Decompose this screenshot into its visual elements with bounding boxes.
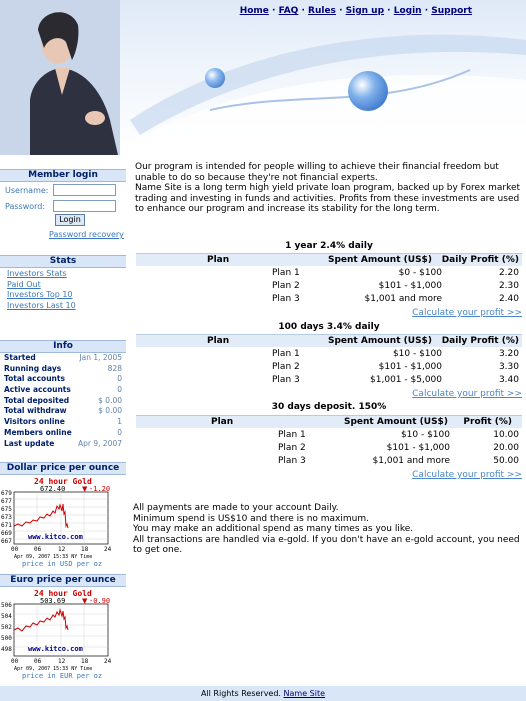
- gold-eur-site: www.kitco.com: [28, 645, 83, 653]
- nav-separator: ·: [387, 6, 391, 16]
- x-tick: 24: [104, 658, 112, 665]
- note-line: You may make an additional spend as many times as you like.: [133, 524, 414, 535]
- gold-usd-price: 672.40: [40, 485, 66, 493]
- plan-profit: 10.00: [493, 430, 519, 440]
- gold-usd-change-arrow-icon: ▼: [82, 485, 88, 493]
- plan-table-header: [136, 253, 522, 266]
- info-label: Started: [4, 353, 36, 362]
- gold-eur-price: 503.69: [40, 597, 66, 605]
- info-row: [0, 428, 126, 439]
- info-row: [0, 385, 126, 396]
- plan-amount: $101 - $1,000: [378, 281, 442, 291]
- table-row: [136, 429, 522, 442]
- x-tick: 18: [81, 658, 89, 665]
- top-nav: [240, 6, 472, 16]
- plan-name: Plan 2: [272, 362, 300, 372]
- note-line: All transactions are handled via e-gold. If you don't have an e-gold account, you need to get one.: [133, 534, 520, 556]
- footer: [0, 686, 526, 701]
- stats-links: [0, 269, 126, 311]
- info-value: 0: [117, 374, 122, 384]
- plan-amount: $1,001 and more: [364, 294, 442, 304]
- y-tick: 504: [1, 613, 12, 620]
- calculate-profit-link[interactable]: Calculate your profit >>: [412, 308, 522, 318]
- gold-eur-change-arrow-icon: ▼: [82, 597, 88, 605]
- col-plan: Plan: [207, 336, 230, 346]
- x-tick: 24: [104, 546, 112, 553]
- x-tick: 18: [81, 546, 89, 553]
- gold-eur-title: 24 hour Gold: [34, 589, 92, 598]
- table-row: [136, 293, 522, 306]
- x-tick: 06: [34, 658, 42, 665]
- nav-rules[interactable]: Rules: [308, 6, 336, 16]
- info-row: [0, 417, 126, 428]
- col-plan: Plan: [211, 417, 234, 427]
- gold-eur-change: -0.90: [89, 597, 111, 605]
- password-input[interactable]: [53, 200, 116, 212]
- y-tick: 498: [1, 646, 12, 653]
- intro-paragraph-1: Our program is intended for people willing to achieve their financial freedom but unable to do so because they're not financial experts.: [135, 162, 499, 183]
- username-input[interactable]: [53, 184, 116, 196]
- globe-large-icon: [348, 71, 388, 111]
- y-tick: 502: [1, 624, 12, 631]
- info-value: $ 0.00: [98, 406, 122, 416]
- info-label: Members online: [4, 427, 72, 437]
- plan-amount: $101 - $1,000: [378, 362, 442, 372]
- gold-usd-title: 24 hour Gold: [34, 477, 92, 486]
- info-value: 828: [107, 363, 122, 373]
- plan-amount: $101 - $1,000: [386, 443, 450, 453]
- plan-amount: $10 - $100: [400, 430, 450, 440]
- gold-usd-svg: [0, 476, 126, 568]
- plan-profit: 2.30: [498, 281, 519, 291]
- table-row: [136, 348, 522, 361]
- x-tick: 06: [34, 546, 42, 553]
- gold-usd-caption: price in USD per oz: [22, 560, 103, 568]
- gold-usd-site: www.kitco.com: [28, 533, 83, 541]
- login-button[interactable]: Login: [55, 214, 85, 226]
- info-label: Total accounts: [4, 374, 65, 384]
- y-tick: 677: [1, 498, 12, 505]
- info-label: Last update: [4, 438, 55, 448]
- info-value: 1: [117, 417, 122, 427]
- plan-name: Plan 1: [278, 430, 306, 440]
- x-tick: 00: [11, 658, 19, 665]
- gold-usd-change: -1.20: [89, 485, 111, 493]
- gold-eur-date: Apr 09, 2007 15:33 NY Time: [14, 666, 93, 672]
- nav-home[interactable]: Home: [239, 6, 269, 16]
- gold-usd-date: Apr 09, 2007 15:33 NY Time: [14, 554, 93, 560]
- info-value: 0: [117, 427, 122, 437]
- gold-eur-svg: [0, 588, 126, 680]
- plan-title: 30 days deposit. 150%: [271, 402, 387, 412]
- gold-usd-chart: [0, 476, 126, 568]
- col-amount: Spent Amount (US$): [328, 336, 432, 346]
- y-tick: 679: [1, 490, 12, 497]
- table-row: [136, 455, 522, 468]
- col-profit: Daily Profit (%): [441, 255, 519, 265]
- stats-link-investors-last10[interactable]: Investors Last 10: [7, 300, 76, 310]
- plan-amount: $0 - $100: [398, 268, 442, 278]
- member-login-heading: Member login: [0, 169, 126, 182]
- stats-link-investors-stats[interactable]: Investors Stats: [7, 269, 67, 278]
- info-label: Running days: [4, 363, 62, 373]
- col-profit: Daily Profit (%): [441, 336, 519, 346]
- info-label: Visitors online: [4, 417, 65, 427]
- nav-separator: ·: [424, 6, 429, 16]
- plan-name: Plan 3: [278, 456, 306, 466]
- plan-name: Plan 3: [272, 294, 300, 304]
- table-row: [136, 267, 522, 280]
- y-tick: 506: [1, 602, 12, 609]
- plan-title: 100 days 3.4% daily: [278, 322, 380, 332]
- nav-separator: ·: [272, 6, 276, 16]
- plan-profit: 2.40: [498, 294, 519, 304]
- info-value: Apr 9, 2007: [78, 438, 122, 448]
- info-value: Jan 1, 2005: [79, 353, 122, 362]
- info-label: Active accounts: [4, 385, 71, 395]
- x-tick: 00: [11, 546, 19, 553]
- banner-graphic: [0, 0, 526, 155]
- y-tick: 500: [1, 635, 12, 642]
- calculate-profit-link[interactable]: Calculate your profit >>: [412, 470, 522, 480]
- note-line: Minimum spend is US$10 and there is no maximum.: [133, 513, 369, 524]
- x-tick: 12: [58, 546, 66, 553]
- nav-faq[interactable]: FAQ: [278, 6, 299, 16]
- intro-paragraph-2: Name Site is a long term high yield private loan program, backed up by Forex market trading and investing in funds and activities. Profits from these investments are used to enhance our program and increase its stability for the long term.: [135, 183, 521, 214]
- footer-site-link[interactable]: Name Site: [283, 689, 326, 698]
- username-label: Username:: [5, 186, 49, 195]
- password-label: Password:: [5, 202, 46, 211]
- calculate-profit-link[interactable]: Calculate your profit >>: [412, 389, 522, 399]
- plan-profit: 3.40: [498, 375, 519, 385]
- col-profit: Profit (%): [463, 417, 512, 427]
- info-row: [0, 364, 126, 375]
- nav-signup[interactable]: Sign up: [345, 6, 385, 16]
- plan-name: Plan 2: [272, 281, 300, 291]
- nav-login[interactable]: Login: [393, 6, 422, 16]
- info-value: 0: [117, 385, 122, 395]
- plan-name: Plan 2: [278, 443, 306, 453]
- globe-small-icon: [205, 68, 225, 88]
- info-table: [0, 353, 126, 449]
- plan-amount: $1,001 - $5,000: [370, 375, 442, 385]
- stats-link-investors-top10[interactable]: Investors Top 10: [7, 290, 73, 299]
- info-heading: Info: [0, 340, 126, 353]
- x-tick: 12: [58, 658, 66, 665]
- y-tick: 671: [1, 522, 12, 529]
- payment-notes: [133, 503, 523, 556]
- plan-profit: 20.00: [493, 443, 519, 453]
- gold-eur-chart: [0, 588, 126, 680]
- info-row: [0, 396, 126, 407]
- plan-profit: 2.20: [498, 268, 519, 278]
- y-tick: 669: [1, 530, 12, 537]
- password-recovery-link[interactable]: Password recovery: [49, 230, 124, 239]
- plan-name: Plan 3: [272, 375, 300, 385]
- footer-text: All Rights Reserved.: [200, 689, 281, 698]
- info-row: [0, 439, 126, 450]
- plan-title: 1 year 2.4% daily: [285, 241, 373, 251]
- stats-heading: Stats: [0, 255, 126, 268]
- table-row: [136, 374, 522, 387]
- y-tick: 675: [1, 506, 12, 513]
- intro-text: [135, 162, 525, 215]
- table-row: [136, 442, 522, 455]
- plan-profit: 3.20: [498, 349, 519, 359]
- col-amount: Spent Amount (US$): [344, 417, 448, 427]
- info-row: [0, 353, 126, 364]
- header-banner: [0, 0, 526, 155]
- col-plan: Plan: [207, 255, 230, 265]
- plan-name: Plan 1: [272, 349, 300, 359]
- plan-amount: $10 - $100: [392, 349, 442, 359]
- dollar-price-heading: Dollar price per ounce: [0, 462, 126, 475]
- stats-link-paid-out[interactable]: Paid Out: [7, 279, 41, 289]
- plan-name: Plan 1: [272, 268, 300, 278]
- nav-separator: ·: [339, 6, 343, 16]
- nav-separator: ·: [301, 6, 305, 16]
- y-tick: 667: [1, 538, 12, 545]
- info-row: [0, 374, 126, 385]
- plan-table-header: [136, 334, 522, 347]
- table-row: [136, 280, 522, 293]
- info-label: Total withdraw: [4, 406, 67, 416]
- table-row: [136, 361, 522, 374]
- col-amount: Spent Amount (US$): [328, 255, 432, 265]
- plan-profit: 50.00: [493, 456, 519, 466]
- plan-table-header: [136, 415, 522, 428]
- gold-eur-caption: price in EUR per oz: [22, 672, 103, 680]
- nav-support[interactable]: Support: [431, 6, 472, 16]
- plan-amount: $1,001 and more: [372, 456, 450, 466]
- info-label: Total deposited: [4, 395, 70, 405]
- euro-price-heading: Euro price per ounce: [0, 574, 126, 587]
- info-row: [0, 406, 126, 417]
- login-form: [0, 183, 126, 241]
- y-tick: 673: [1, 514, 12, 521]
- note-line: All payments are made to your account Daily.: [133, 503, 339, 513]
- plan-profit: 3.30: [498, 362, 519, 372]
- info-value: $ 0.00: [98, 395, 122, 405]
